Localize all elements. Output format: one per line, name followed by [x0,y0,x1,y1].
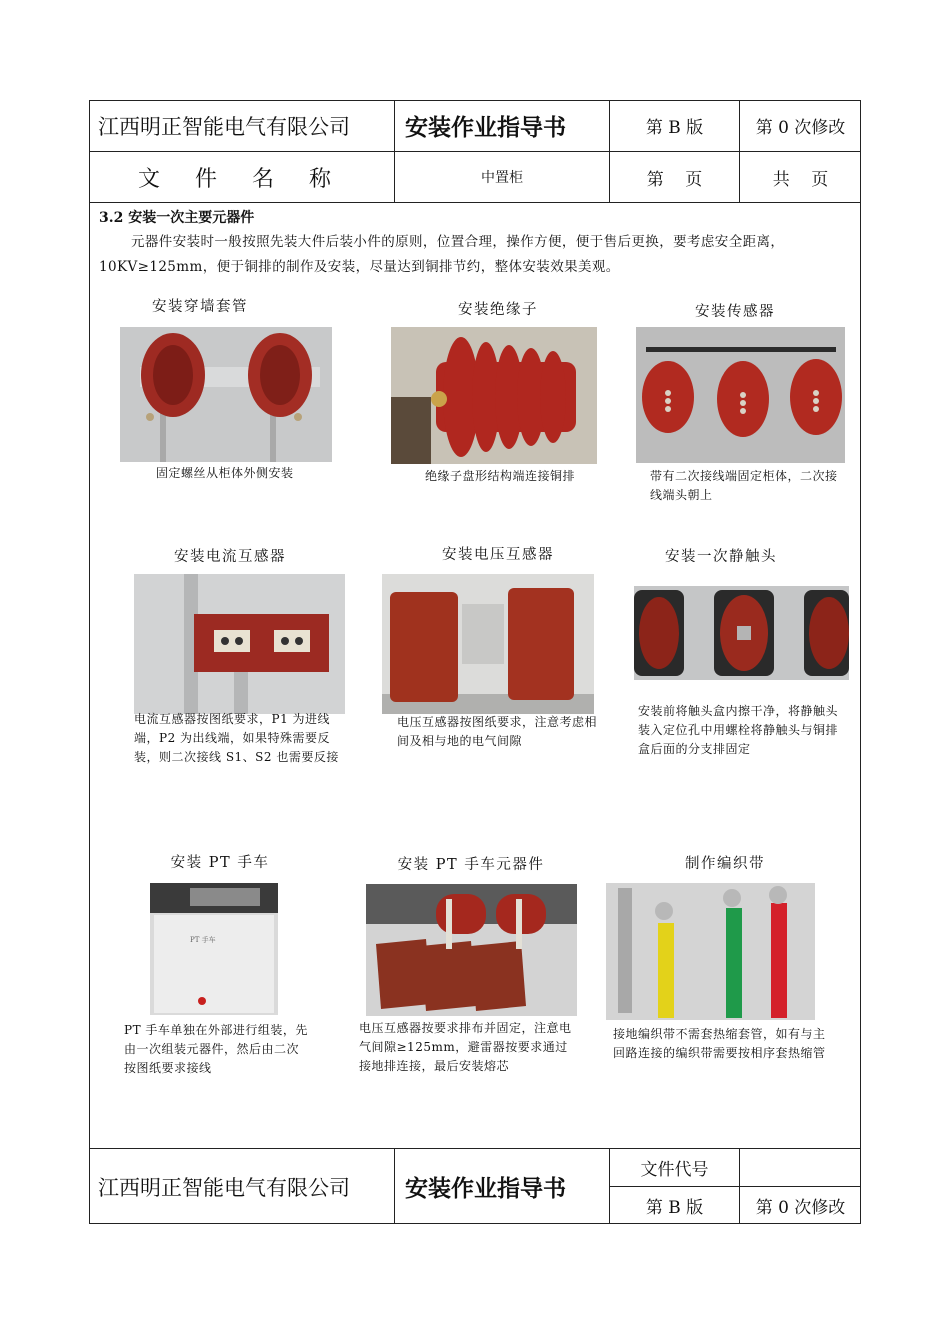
item-title-insulator: 安装绝缘子 [458,302,538,318]
page-number-label: 第 页 [610,152,740,202]
pt-truck-components-photo [366,884,577,1016]
voltage-transformer-photo [382,574,594,714]
section-heading: 3.2 安装一次主要元器件 [99,210,255,226]
caption-braided-strap: 接地编织带不需套热缩套管，如有与主回路连接的编织带需要按相序套热缩管 [613,1027,826,1060]
revision-label: 第 0 次修改 [755,118,846,138]
footer-doc-title: 安装作业指导书 [395,1149,610,1224]
pt-truck-photo [150,883,278,1015]
braided-strap-photo [606,883,815,1020]
caption-voltage-transformer: 电压互感器按图纸要求，注意考虑相间及相与地的电气间隙 [397,715,598,748]
item-title-pt-truck-components: 安装 PT 手车元器件 [397,857,545,873]
footer-revision-label: 第 0 次修改 [755,1198,846,1218]
header-row-1 [89,100,861,152]
file-code-value [740,1149,861,1187]
file-name-value: 中置柜 [395,152,610,202]
company-name: 江西明正智能电气有限公司 [89,100,395,151]
wall-bushing-photo [120,327,332,462]
caption-pt-truck: PT 手车单独在外部进行组装，先由一次组装元器件，然后由二次按图纸要求接线 [124,1023,308,1075]
section-intro: 元器件安装时一般按照先装大件后装小件的原则，位置合理，操作方便，便于售后更换，要考虑安全距离，10KV≥125mm，便于铜排的制作及安装，尽量达到铜排节约，整体安装效果美观。 [99,234,785,275]
pt-truck-label: PT 手车 [190,936,216,944]
item-title-braided-strap: 制作编织带 [685,856,765,872]
total-pages-label: 共 页 [772,169,829,190]
caption-wall-bushing: 固定螺丝从柜体外侧安装 [156,466,294,480]
item-title-current-transformer: 安装电流互感器 [174,549,286,565]
current-transformer-photo [134,574,345,714]
file-code-label: 文件代号 [610,1149,740,1187]
doc-title: 安装作业指导书 [395,100,610,151]
caption-static-contact: 安装前将触头盒内擦干净，将静触头装入定位孔中用螺栓将静触头与铜排盒后面的分支排固定 [638,704,839,756]
item-title-sensor: 安装传感器 [695,304,775,320]
item-title-wall-bushing: 安装穿墙套管 [152,299,248,315]
version-label: 第 B 版 [610,100,740,151]
header-row-2 [89,152,861,203]
caption-pt-truck-components: 电压互感器按要求排布并固定，注意电气间隙≥125mm，避雷器按要求通过接地排连接，最后安装熔芯 [359,1021,572,1073]
item-title-pt-truck: 安装 PT 手车 [170,855,270,871]
sensor-photo [636,327,845,463]
insulator-photo [391,327,597,464]
caption-current-transformer: 电流互感器按图纸要求，P1 为进线端，P2 为出线端，如果特殊需要反装，则二次接线 S1、S2 也需要反接 [134,712,339,764]
static-contact-photo [634,586,849,680]
caption-sensor: 带有二次接线端固定柜体，二次接线端头朝上 [650,469,838,502]
item-title-static-contact: 安装一次静触头 [665,549,777,565]
item-title-voltage-transformer: 安装电压互感器 [442,547,554,563]
file-name-label: 文 件 名 称 [89,152,395,202]
caption-insulator: 绝缘子盘形结构端连接铜排 [425,469,576,483]
footer-company-name: 江西明正智能电气有限公司 [89,1149,395,1224]
footer-version-label: 第 B 版 [610,1187,740,1224]
